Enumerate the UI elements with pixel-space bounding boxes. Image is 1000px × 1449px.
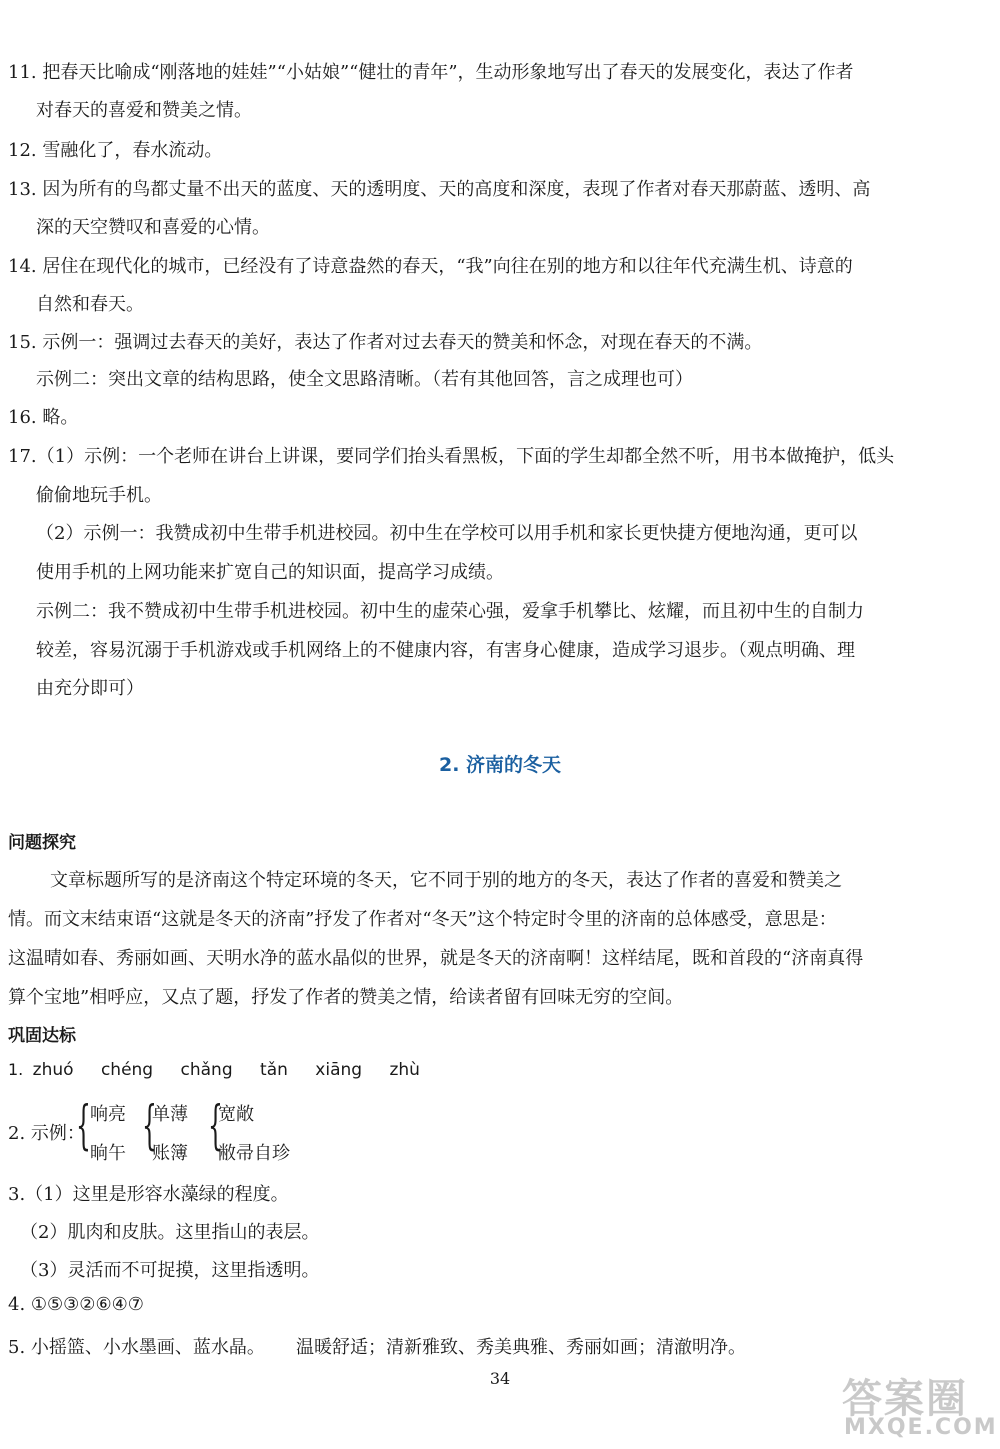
q4-line: 4. ①⑤③②⑥④⑦: [8, 1294, 144, 1315]
lesson-title: 2. 济南的冬天: [438, 754, 562, 776]
watermark-url: MXQE.COM: [844, 1415, 998, 1440]
answer-line: 15. 示例一：强调过去春天的美好，表达了作者对过去春天的赞美和怀念，对现在春天的不满。: [8, 332, 763, 353]
q3-line: （2）肌肉和皮肤。这里指山的表层。: [20, 1222, 320, 1243]
q2-word: 晌午: [90, 1143, 126, 1164]
watermark-text: 答案圈: [842, 1376, 968, 1422]
answer-line: 11. 把春天比喻成“刚落地的娃娃”“小姑娘”“健壮的青年”，生动形象地写出了春天的发展变化，表达了作者: [8, 62, 854, 83]
q3-line: 3.（1）这里是形容水藻绿的程度。: [8, 1184, 289, 1205]
answer-line: 示例二：突出文章的结构思路，使全文思路清晰。（若有其他回答，言之成理也可）: [36, 369, 693, 390]
explore-line: 这温晴如春、秀丽如画、天明水净的蓝水晶似的世界，就是冬天的济南啊！这样结尾，既和首段的“济南真得: [8, 948, 864, 969]
watermark-logo: [832, 1367, 998, 1445]
explore-line: 文章标题所写的是济南这个特定环境的冬天，它不同于别的地方的冬天，表达了作者的喜爱和赞美之: [50, 870, 842, 891]
q2-word: 单薄: [152, 1104, 188, 1125]
page-number: 34: [489, 1369, 511, 1388]
brace-icon: {: [142, 1096, 157, 1156]
answer-line: 13. 因为所有的鸟都丈量不出天的蓝度、天的透明度、天的高度和深度，表现了作者对春天那蔚蓝、透明、高: [8, 179, 871, 200]
pinyin-item: zhù: [389, 1060, 420, 1080]
q2-word: 响亮: [90, 1104, 126, 1125]
answer-line: 14. 居住在现代化的城市，已经没有了诗意盎然的春天，“我”向往在别的地方和以往年代充满生机、诗意的: [8, 256, 853, 277]
answer-line: 17.（1）示例：一个老师在讲台上讲课，要同学们抬头看黑板，下面的学生却都全然不听，用书本做掩护，低头: [8, 446, 895, 467]
pinyin-item: tǎn: [260, 1060, 288, 1080]
brace-icon: {: [76, 1096, 91, 1156]
answer-line: 使用手机的上网功能来扩宽自己的知识面，提高学习成绩。: [36, 562, 504, 583]
q2-label: 2. 示例：: [8, 1123, 85, 1144]
section-heading-explore: 问题探究: [8, 833, 76, 853]
explore-line: 情。而文末结束语“这就是冬天的济南”抒发了作者对“冬天”这个特定时令里的济南的总体感受，意思是：: [8, 909, 837, 930]
answer-line: 深的天空赞叹和喜爱的心情。: [36, 217, 270, 238]
answer-line: 偷偷地玩手机。: [36, 485, 162, 506]
q3-line: （3）灵活而不可捉摸，这里指透明。: [20, 1260, 320, 1281]
pinyin-item: xiāng: [315, 1060, 363, 1080]
q2-word: 宽敞: [218, 1104, 254, 1125]
q5-left: 5. 小摇篮、小水墨画、蓝水晶。: [8, 1337, 265, 1358]
answer-line: 对春天的喜爱和赞美之情。: [36, 100, 252, 121]
pinyin-item: zhuó: [32, 1060, 74, 1080]
explore-line: 算个宝地”相呼应，又点了题，抒发了作者的赞美之情，给读者留有回味无穷的空间。: [8, 987, 684, 1008]
answer-line: 16. 略。: [8, 407, 79, 428]
pinyin-item: chéng: [100, 1060, 154, 1080]
answer-line: 自然和春天。: [36, 294, 144, 315]
q2-word: 敝帚自珍: [218, 1143, 290, 1164]
q1-label: 1.: [8, 1060, 24, 1079]
q5-right: 温暖舒适；清新雅致、秀美典雅、秀丽如画；清澈明净。: [296, 1337, 746, 1358]
answer-line: （2）示例一：我赞成初中生带手机进校园。初中生在学校可以用手机和家长更快捷方便地沟通，更可以: [36, 523, 858, 544]
answer-line: 由充分即可）: [36, 678, 144, 699]
answer-line: 12. 雪融化了，春水流动。: [8, 140, 223, 161]
answer-line: 示例二：我不赞成初中生带手机进校园。初中生的虚荣心强，爱拿手机攀比、炫耀，而且初中生的自制力: [36, 601, 864, 622]
pinyin-item: chǎng: [180, 1060, 233, 1080]
brace-icon: {: [208, 1096, 223, 1156]
q1-pinyin-row: [8, 1060, 442, 1080]
answer-line: 较差，容易沉溺于手机游戏或手机网络上的不健康内容，有害身心健康，造成学习退步。（观点明确、理: [36, 640, 855, 661]
section-heading-consolidate: 巩固达标: [8, 1026, 76, 1046]
q2-word: 账簿: [152, 1143, 188, 1164]
